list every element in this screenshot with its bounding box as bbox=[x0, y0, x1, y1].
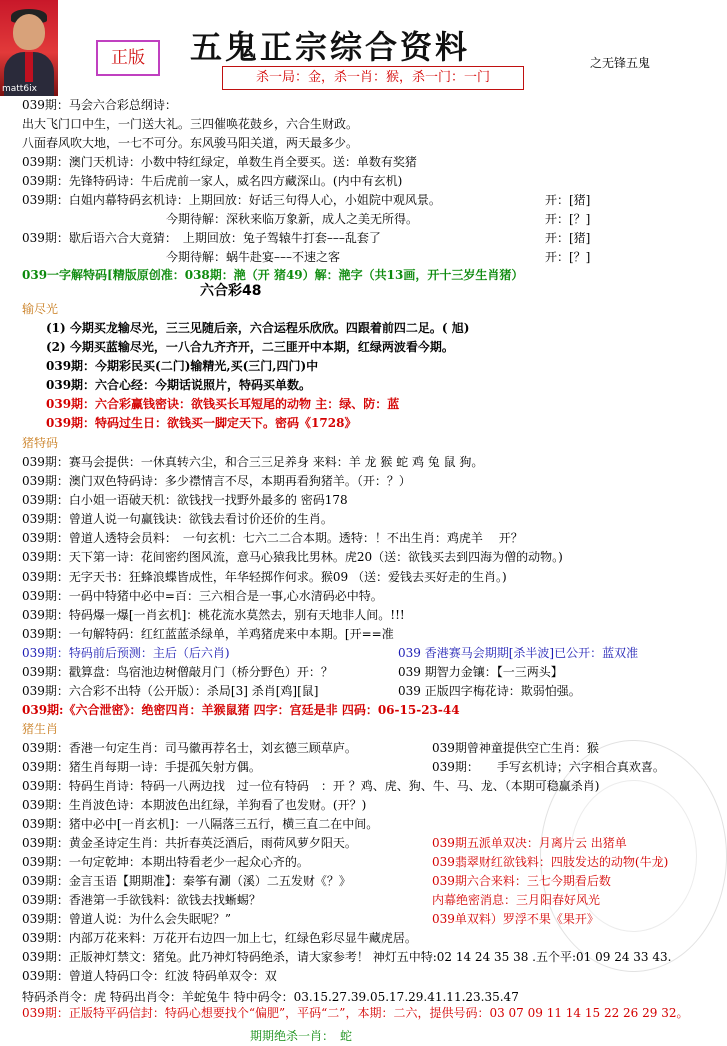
content-line-right: 开：[？] bbox=[545, 250, 591, 264]
content-line: 039期：猪中必中[一肖玄机]：一八隔落三五行，横三直二在中间。 bbox=[22, 817, 379, 831]
content-line-right: 039期： 手写玄机诗；六字相合真欢喜。 bbox=[432, 760, 665, 774]
content-line: 039期：戳算盘：鸟宿池边树僧敲月门（桥分野色）开：？ bbox=[22, 665, 333, 679]
logo-text: 六合彩48 bbox=[200, 283, 262, 299]
content-line: 039期：特码生肖诗：特码一八两边找 过一位有特码 ：开 ？鸡、虎、狗、牛、马、龙、（本期可稳赢杀肖) bbox=[22, 779, 600, 793]
content-line: 039期：特码爆一爆[一肖玄机]：桃花流水莫然去，别有天地非人间。!!! bbox=[22, 608, 405, 622]
content-line: 猪特码 bbox=[22, 436, 59, 450]
content-line: 039期：白姐内幕特码玄机诗：上期回放：好话三句得人心，小姐院中观风景。 bbox=[22, 193, 441, 207]
content-line-right: 开：[猪] bbox=[545, 231, 591, 245]
author-photo bbox=[0, 0, 58, 96]
content-line: 039期：今期彩民买(二门)输精光,买(三门,四门)中 bbox=[22, 359, 319, 373]
content-line: 出大飞门口中生，一门送大礼。三四催唤花鼓乡，六合生财政。 bbox=[22, 117, 359, 131]
content-line-right: 039期曾神童提供空亡生肖：猴 bbox=[432, 741, 599, 755]
content-line: 039期：歇后语六合大竟猜： 上期回放：兔子驾辕牛打套–––乱套了 bbox=[22, 231, 381, 245]
content-line: 期期绝杀一肖： 蛇 bbox=[22, 1029, 353, 1043]
content-line: 今期待解：深秋来临万象新，成人之美无所得。 bbox=[22, 212, 419, 226]
content-line-right: 039单双料）罗浮不果《果开》 bbox=[432, 912, 599, 926]
content-line: 特码杀肖令：虎 特码出肖令：羊蛇兔牛 特中码令：03.15.27.39.05.17.29.41.11.23.35.47 bbox=[22, 990, 519, 1004]
content-line: 039期：香港第一手欲钱料：欲钱去找蜥蜴？ bbox=[22, 893, 261, 907]
content-line: 039期：白小姐一语破天机：欲钱找一找野外最多的 密码178 bbox=[22, 493, 348, 507]
content-line-right: 039 正版四字梅花诗：欺弱怕强。 bbox=[398, 684, 581, 698]
content-line: 039期：黄金圣诗定生肖：共折春英泛酒后，雨荷风萝夕阳天。 bbox=[22, 836, 357, 850]
content-line-right: 开：[猪] bbox=[545, 193, 591, 207]
content-line: 039期：金言玉语【期期准】：秦筝有涮（溪）二五发财《？》 bbox=[22, 874, 351, 888]
content-line: (2) 今期买蓝输尽光，一八合九齐齐开，二三匪开中本期，红绿两波看今期。 bbox=[22, 340, 454, 354]
content-line: 039一字解特码[精版原创准：038期：滟（开 猪49）解：滟字（共13画，开十三岁生肖猪） bbox=[22, 268, 524, 282]
content-line-right: 039 香港赛马会期期[杀半波]已公开：蓝双准 bbox=[398, 646, 639, 660]
content-line: 039期：特码前后预测：主后（后六肖) bbox=[22, 646, 230, 660]
content-line: 039期：一句定乾坤：本期出特看老少一起众心齐的。 bbox=[22, 855, 309, 869]
subtitle: 之无锋五鬼 bbox=[590, 56, 651, 70]
content-line: 猪生肖 bbox=[22, 722, 59, 736]
content-line: 039期：正版神灯禁文：猪兔。此乃神灯特码绝杀，请大家参考！ 神灯五中特:02 14 24 35 38 .五个平:01 09 24 33 43. bbox=[22, 950, 672, 964]
content-line: 输尽光 bbox=[22, 302, 59, 316]
content-line-right: 039 期智力金镶：【一三两头】 bbox=[398, 665, 563, 679]
content-line: 039期：内部万花来料：万花开右边四一加上七，红绿色彩尽显牛藏虎居。 bbox=[22, 931, 417, 945]
content-line: 039期：马会六合彩总纲诗： bbox=[22, 98, 177, 112]
content-line: 039期：无字天书：狂蜂浪蝶皆成性，年华轻掷作何求。猴09 （送：爱钱去买好走的生肖。) bbox=[22, 570, 507, 584]
content-line: 039期：一码中特猪中必中=百：三六相合是一事,心水清码必中特。 bbox=[22, 589, 383, 603]
content-line: 039期：六合彩不出特（公开版）：杀局[3] 杀肖[鸡][鼠] bbox=[22, 684, 319, 698]
content-line: 039期：曾道人特码口令：红波 特码单双令：双 bbox=[22, 969, 277, 983]
content-line: 八面春风吹大地，一七不可分。东风骏马阳关道，两天最多少。 bbox=[22, 136, 359, 150]
content-line: 039期：先锋特码诗：牛后虎前一家人，威名四方藏深山。(内中有玄机) bbox=[22, 174, 403, 188]
content-line: 039期：香港一句定生肖：司马徽再荐名士，刘玄德三顾草庐。 bbox=[22, 741, 357, 755]
content-line: 039期：生肖波色诗：本期波色出红绿，羊狗看了也发财。(开？) bbox=[22, 798, 367, 812]
content-line: 今期待解：蜗牛赴宴–––不速之客 bbox=[22, 250, 341, 264]
content-line-right: 内幕绝密消息：三月阳春好风光 bbox=[432, 893, 601, 907]
genuine-badge: 正版 bbox=[96, 40, 160, 76]
content-line-right: 039期六合来料：三七今期看后数 bbox=[432, 874, 611, 888]
content-line-right: 开：[？] bbox=[545, 212, 591, 226]
content-line: 039期：曾道人说：为什么会失眠呢？” bbox=[22, 912, 232, 926]
content-line-right: 039翡翠财红欲钱料：四肢发达的动物(牛龙) bbox=[432, 855, 669, 869]
kill-summary-box: 杀一局：金，杀一肖：猴，杀一门：一门 bbox=[222, 66, 524, 90]
content-line: 039期：曾道人透特会员料： 一句玄机：七六二二合本期。透特：！不出生肖：鸡虎羊 开？ bbox=[22, 531, 523, 545]
content-line: 039期：澳门天机诗：小数中特红绿定，单数生肖全要买。送：单数有奖猪 bbox=[22, 155, 417, 169]
content-line-right: 039期五派单双决：月离片云 出猪单 bbox=[432, 836, 627, 850]
content-line: 039期：正版特平码信封：特码心想要找个“偏肥”，平码“二”，本期：二六，提供号码：03 07 09 11 14 15 22 26 29 32。 bbox=[22, 1006, 689, 1020]
content-line: 039期：曾道人说一句赢钱诀：欲钱去看讨价还价的生肖。 bbox=[22, 512, 333, 526]
photo-watermark: matt6ix bbox=[2, 84, 37, 94]
content-line: 039期：一句解特码：红红蓝蓝杀绿单，羊鸡猪虎来中本期。[开==准 bbox=[22, 627, 394, 641]
content-line: 039期：特码过生日：欲钱买一脚定天下。密码《1728》 bbox=[22, 416, 357, 430]
content-line: 039期：澳门双色特码诗：多少襟情言不尽，本期再看狗猪羊。（开：？） bbox=[22, 474, 411, 488]
content-line: 039期:《六合泄密》：绝密四肖：羊猴鼠猪 四字：宫廷是非 四码：06-15-23-44 bbox=[22, 703, 460, 717]
page-title: 五鬼正宗综合资料 bbox=[190, 28, 471, 66]
content-line: 039期：天下第一诗：花间密约图风流，意马心猿我比男林。虎20（送：欲钱买去到四海为僧的动物。) bbox=[22, 550, 563, 564]
content-line: (1) 今期买龙输尽光，三三见随后亲，六合运程乐欣欣。四跟着前四二足。( 旭) bbox=[22, 321, 470, 335]
content-line: 039期：六合彩赢钱密诀：欲钱买长耳短尾的动物 主：绿、防：蓝 bbox=[22, 397, 400, 411]
content-line: 039期：赛马会提供：一休真转六尘，和合三三足养身 来料：羊 龙 猴 蛇 鸡 兔 鼠 狗。 bbox=[22, 455, 484, 469]
content-line: 039期：六合心经：今期话说照片，特码买单数。 bbox=[22, 378, 312, 392]
content-line: 039期：猪生肖每期一诗：手提孤矢射方偶。 bbox=[22, 760, 261, 774]
